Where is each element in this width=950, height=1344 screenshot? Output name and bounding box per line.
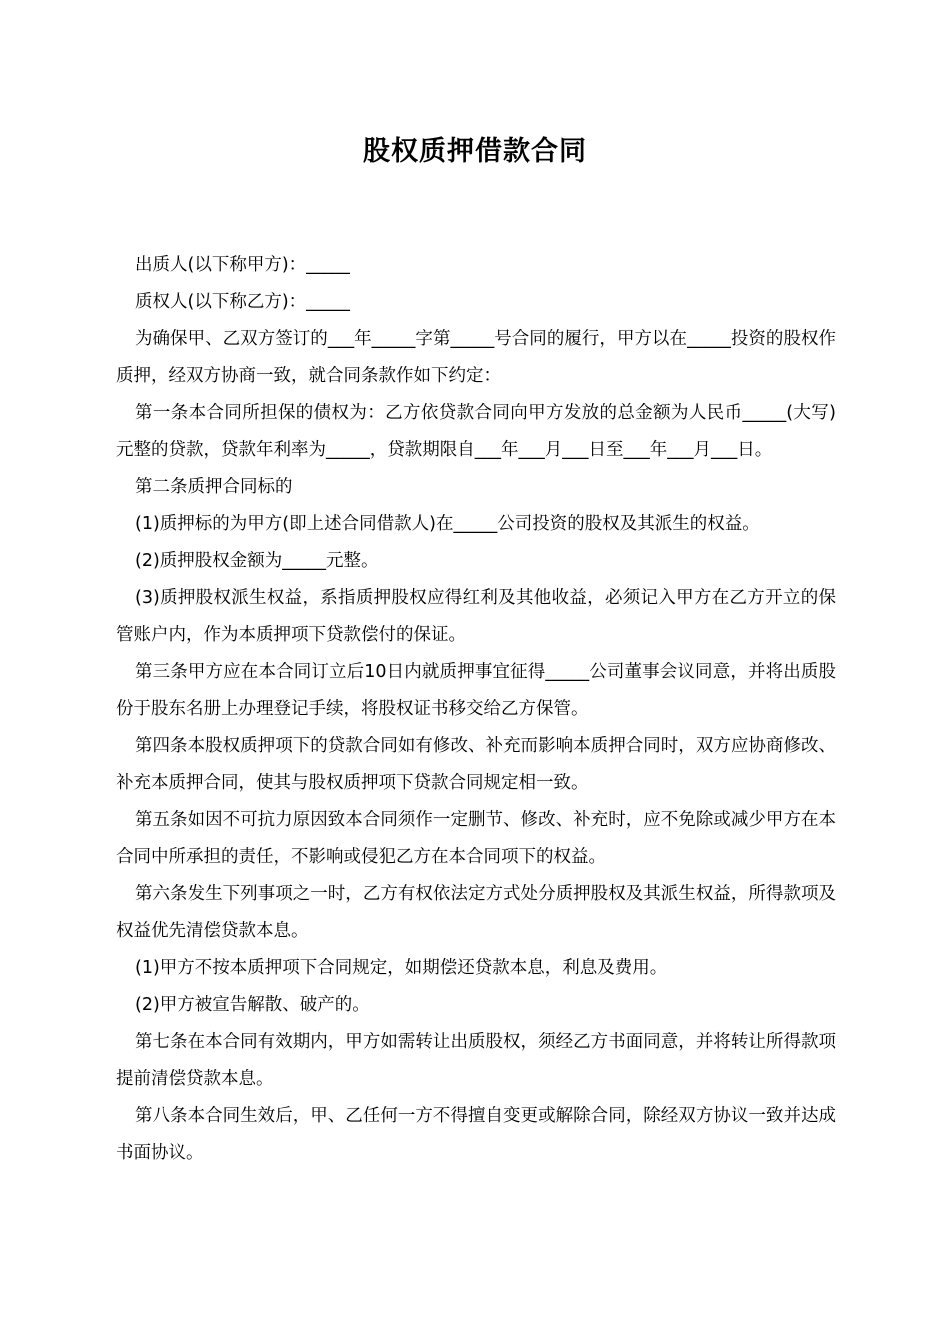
article-6-item-2: (2)甲方被宣告解散、破产的。 [135,995,370,1015]
article-1: 第一条本合同所担保的债权为：乙方依贷款合同向甲方发放的总金额为人民币_____(大写)元整的贷款，贷款年利率为_____，贷款期限自___年___月___日至___年___月___日。 [116,403,836,460]
article-2-heading: 第二条质押合同标的 [135,477,293,497]
article-6: 第六条发生下列事项之一时，乙方有权依法定方式处分质押股权及其派生权益，所得款项及权益优先清偿贷款本息。 [116,884,836,941]
pledgor-line: 出质人(以下称甲方)：_____ [135,255,350,275]
article-8: 第八条本合同生效后，甲、乙任何一方不得擅自变更或解除合同，除经双方协议一致并达成书面协议。 [116,1106,836,1163]
article-2-item-3: (3)质押股权派生权益，系指质押股权应得红利及其他收益，必须记入甲方在乙方开立的保管账户内，作为本质押项下贷款偿付的保证。 [116,588,836,645]
article-2-item-1: (1)质押标的为甲方(即上述合同借款人)在_____公司投资的股权及其派生的权益。 [135,514,760,534]
article-3: 第三条甲方应在本合同订立后10日内就质押事宜征得_____公司董事会议同意，并将出质股份于股东名册上办理登记手续，将股权证书移交给乙方保管。 [116,662,836,719]
preamble-paragraph: 为确保甲、乙双方签订的___年_____字第_____号合同的履行，甲方以在_____投资的股权作质押，经双方协商一致，就合同条款作如下约定： [116,329,836,386]
article-5: 第五条如因不可抗力原因致本合同须作一定删节、修改、补充时，应不免除或减少甲方在本合同中所承担的责任，不影响或侵犯乙方在本合同项下的权益。 [116,810,836,867]
pledgee-line: 质权人(以下称乙方)：_____ [135,292,350,312]
article-6-item-1: (1)甲方不按本质押项下合同规定，如期偿还贷款本息，利息及费用。 [135,958,668,978]
article-7: 第七条在本合同有效期内，甲方如需转让出质股权，须经乙方书面同意，并将转让所得款项提前清偿贷款本息。 [116,1032,836,1089]
document-title: 股权质押借款合同 [363,136,587,167]
article-2-item-2: (2)质押股权金额为_____元整。 [135,551,379,571]
article-4: 第四条本股权质押项下的贷款合同如有修改、补充而影响本质押合同时，双方应协商修改、补充本质押合同，使其与股权质押项下贷款合同规定相一致。 [116,736,836,793]
document-body [116,247,836,1172]
